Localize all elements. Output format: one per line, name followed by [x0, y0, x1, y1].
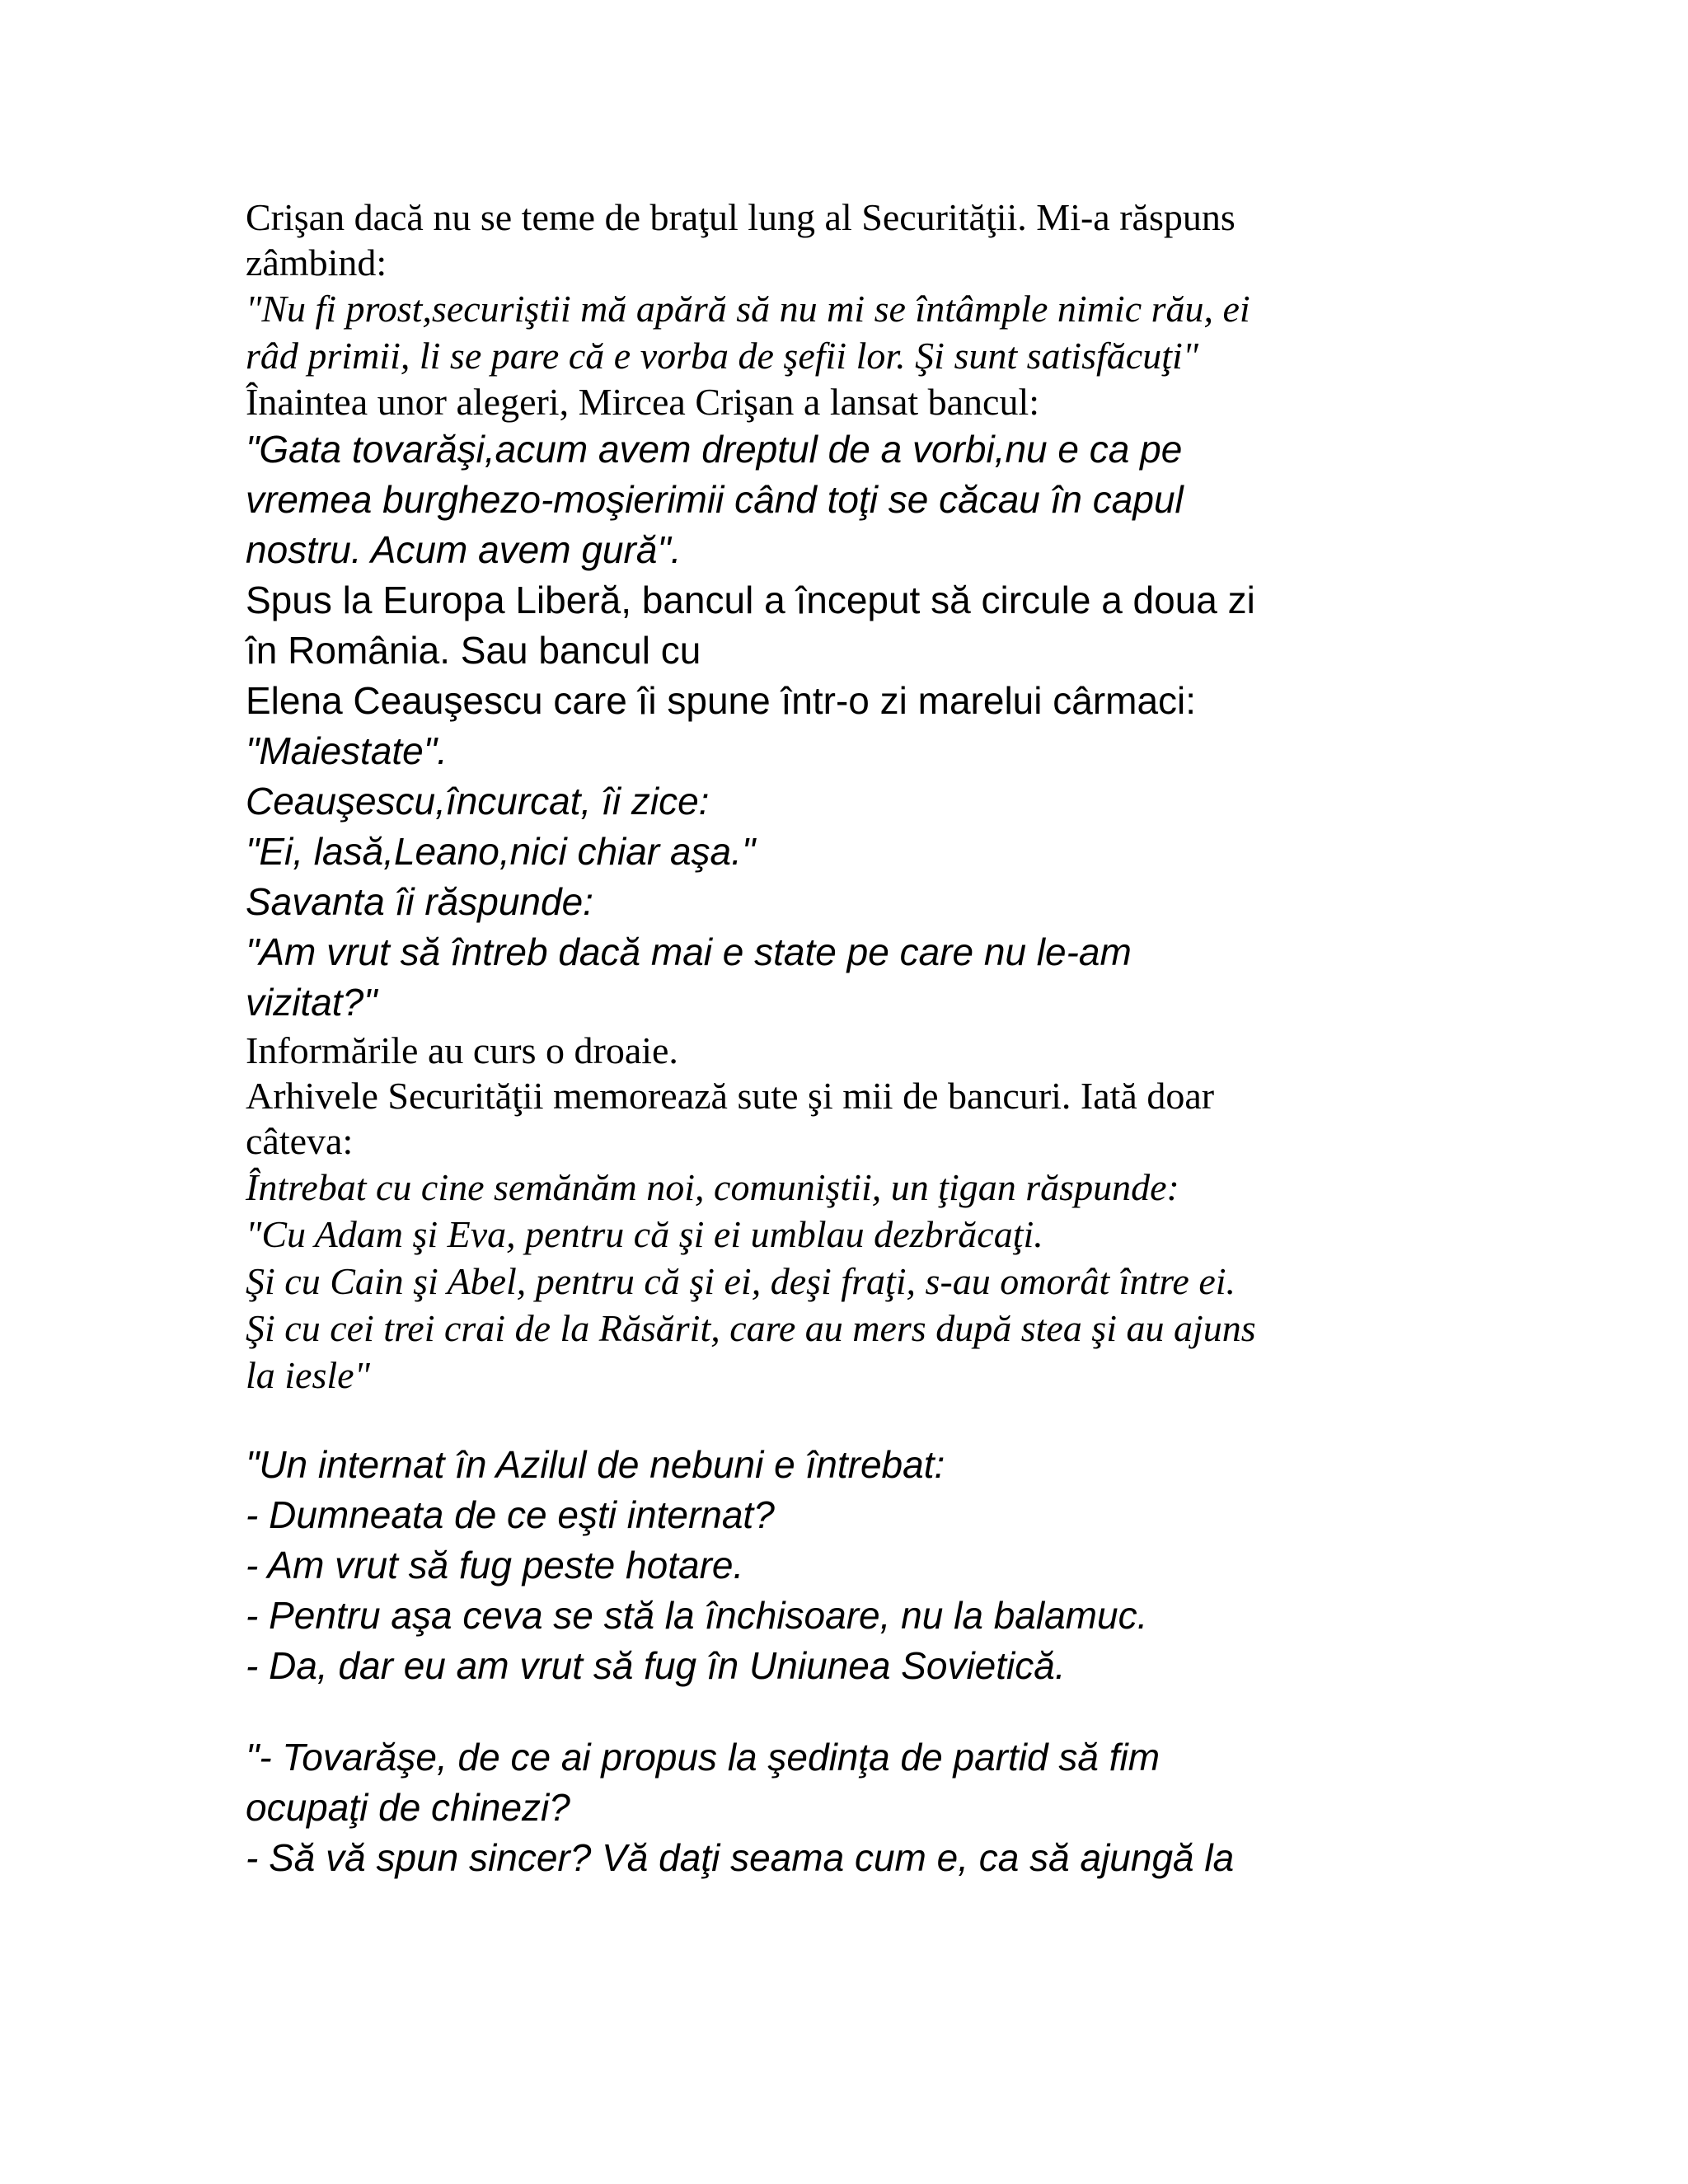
joke-line: - Am vrut să fug peste hotare.	[246, 1544, 744, 1586]
body-text	[246, 194, 1449, 1883]
paragraph-gap	[246, 1399, 1449, 1440]
joke-line: - Dumneata de ce eşti internat?	[246, 1493, 775, 1536]
text-line: Arhivele Securităţii memorează sute şi mii de bancuri. Iată doar	[246, 1075, 1215, 1117]
joke-line: "Gata tovarăşi,acum avem dreptul de a vorbi,nu e ca pe	[246, 428, 1183, 471]
quote-line: Şi cu Cain şi Abel, pentru că şi ei, deşi fraţi, s-au omorât între ei.	[246, 1260, 1236, 1302]
joke-line: Savanta îi răspunde:	[246, 880, 593, 923]
quote-line: Şi cu cei trei crai de la Răsărit, care au mers după stea şi au ajuns	[246, 1307, 1256, 1349]
joke-line: "Maiestate".	[246, 729, 448, 772]
joke-line: - Să vă spun sincer? Vă daţi seama cum e, ca să ajungă la	[246, 1836, 1235, 1879]
quote-line: "Nu fi prost,securiştii mă apără să nu mi se întâmple nimic rău, ei	[246, 288, 1250, 330]
text-line: Informările au curs o droaie.	[246, 1029, 678, 1071]
text-line: câteva:	[246, 1120, 354, 1162]
text-line: zâmbind:	[246, 241, 387, 284]
joke-line: ocupaţi de chinezi?	[246, 1786, 570, 1829]
quote-line: la iesle"	[246, 1354, 370, 1396]
text-line: Spus la Europa Liberă, bancul a început să circule a doua zi	[246, 579, 1255, 621]
joke-line: - Pentru aşa ceva se stă la închisoare, nu la balamuc.	[246, 1594, 1148, 1637]
text-line: Crişan dacă nu se teme de braţul lung al Securităţii. Mi-a răspuns	[246, 196, 1236, 238]
joke-line: "Am vrut să întreb dacă mai e state pe care nu le-am	[246, 930, 1132, 973]
text-line: Elena Ceauşescu care îi spune într-o zi marelui cârmaci:	[246, 679, 1197, 722]
quote-line: "Cu Adam şi Eva, pentru că şi ei umblau dezbrăcaţi.	[246, 1213, 1043, 1255]
joke-line: "Un internat în Azilul de nebuni e întrebat:	[246, 1443, 945, 1486]
text-line: Înaintea unor alegeri, Mircea Crişan a lansat bancul:	[246, 381, 1040, 423]
joke-line: nostru. Acum avem gură".	[246, 528, 682, 571]
joke-line: - Da, dar eu am vrut să fug în Uniunea Sovietică.	[246, 1644, 1066, 1687]
quote-line: râd primii, li se pare că e vorba de şefii lor. Şi sunt satisfăcuţi"	[246, 335, 1199, 377]
joke-line: Ceauşescu,încurcat, îi zice:	[246, 780, 710, 823]
joke-line: vizitat?"	[246, 981, 377, 1024]
joke-line: "Ei, lasă,Leano,nici chiar aşa."	[246, 830, 756, 873]
quote-line: Întrebat cu cine semănăm noi, comuniştii, un ţigan răspunde:	[246, 1166, 1179, 1208]
joke-line: vremea burghezo-moşierimii când toţi se căcau în capul	[246, 478, 1184, 521]
paragraph-gap	[246, 1691, 1449, 1732]
text-line: în România. Sau bancul cu	[246, 629, 701, 672]
joke-line: "- Tovarăşe, de ce ai propus la şedinţa de partid să fim	[246, 1736, 1160, 1779]
